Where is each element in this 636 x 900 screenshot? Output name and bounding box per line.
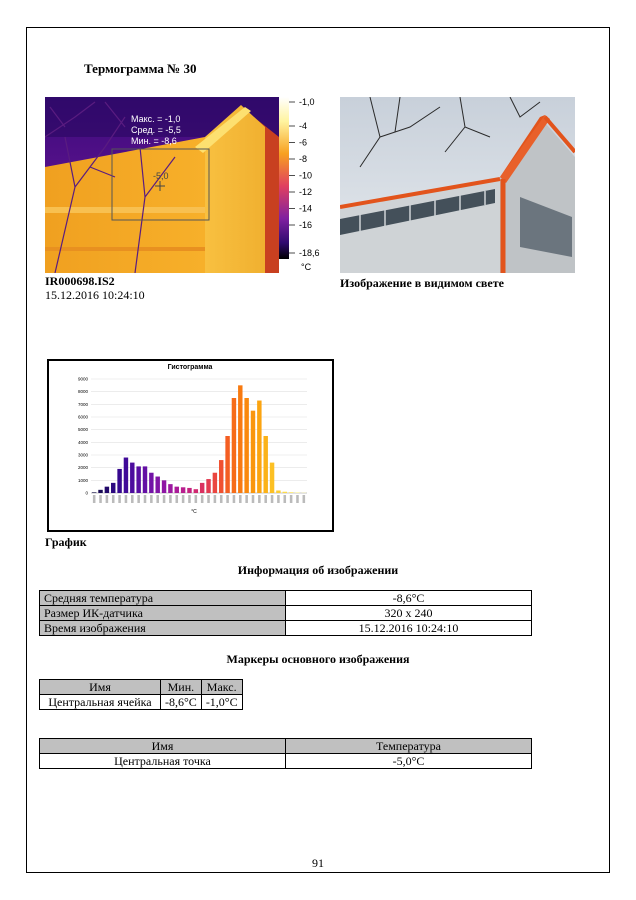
histogram-bar <box>149 473 153 493</box>
column-header: Макс. <box>201 680 242 695</box>
column-header: Мин. <box>161 680 202 695</box>
y-tick-label: 4000 <box>77 439 88 445</box>
histogram-bar <box>283 492 287 493</box>
file-name: IR000698.IS2 <box>45 274 115 288</box>
histogram-bar <box>92 492 96 493</box>
graph-label: График <box>45 535 87 549</box>
x-tick-mark <box>112 495 115 503</box>
y-tick-label: 5000 <box>77 427 88 433</box>
x-tick-mark <box>195 495 198 503</box>
y-tick-label: 2000 <box>77 465 88 471</box>
histogram-bar <box>143 466 147 493</box>
histogram-bar <box>213 473 217 493</box>
x-tick-mark <box>252 495 255 503</box>
info-value: 320 x 240 <box>286 606 532 621</box>
cell: Центральная ячейка <box>40 695 161 710</box>
overlay-avg: Сред. = -5,5 <box>131 125 181 135</box>
column-header: Имя <box>40 739 286 754</box>
histogram-bar <box>162 480 166 493</box>
histogram-bar <box>187 488 191 493</box>
x-tick-mark <box>226 495 229 503</box>
histogram-bar <box>225 436 229 493</box>
table-row <box>40 695 243 710</box>
chart-title: Гистограмма <box>167 364 213 371</box>
histogram-bar <box>232 398 236 493</box>
x-tick-mark <box>258 495 261 503</box>
x-tick-mark <box>156 495 159 503</box>
info-label: Время изображения <box>40 621 286 636</box>
y-tick-label: 9000 <box>77 376 88 382</box>
x-tick-mark <box>290 495 293 503</box>
cell: -8,6°C <box>161 695 202 710</box>
histogram-bar <box>98 490 102 493</box>
histogram-bar <box>181 487 185 493</box>
x-tick-mark <box>144 495 147 503</box>
table-header-row <box>40 739 532 754</box>
histogram-bar <box>117 469 121 493</box>
scale-tick-label: -16 <box>299 220 313 230</box>
x-tick-mark <box>169 495 172 503</box>
x-tick-mark <box>271 495 274 503</box>
histogram-bar <box>130 463 134 493</box>
thermogram-title: Термограмма № 30 <box>84 61 197 76</box>
x-tick-mark <box>207 495 210 503</box>
scale-tick-label: -10 <box>299 170 313 181</box>
table-header-row <box>40 680 243 695</box>
histogram-bar <box>206 479 210 493</box>
histogram-bar <box>244 398 248 493</box>
histogram-bar <box>111 483 115 493</box>
y-tick-label: 8000 <box>77 389 88 395</box>
histogram-bar <box>168 484 172 493</box>
histogram-bar <box>257 401 261 493</box>
x-tick-mark <box>220 495 223 503</box>
scale-tick-label: -12 <box>299 187 313 197</box>
x-tick-mark <box>182 495 185 503</box>
histogram-bar <box>175 487 179 493</box>
info-label: Размер ИК-датчика <box>40 606 286 621</box>
overlay-max: Макс. = -1,0 <box>131 114 181 124</box>
visible-image-label: Изображение в видимом свете <box>340 276 504 290</box>
histogram-bar <box>136 466 140 493</box>
x-tick-mark <box>233 495 236 503</box>
histogram-bar <box>194 489 198 493</box>
x-tick-mark <box>131 495 134 503</box>
histogram-bar <box>295 492 299 493</box>
scale-tick-label: -4 <box>299 121 308 131</box>
point-markers-table <box>39 738 532 769</box>
x-tick-mark <box>163 495 166 503</box>
page-number: 91 <box>312 856 324 870</box>
x-tick-mark <box>188 495 191 503</box>
histogram-bar <box>289 492 293 493</box>
x-tick-mark <box>264 495 267 503</box>
histogram-bar <box>276 490 280 493</box>
scale-tick-label: -14 <box>299 203 313 214</box>
info-value: 15.12.2016 10:24:10 <box>286 621 532 636</box>
histogram-bar <box>155 477 159 493</box>
y-tick-label: 1000 <box>77 477 88 483</box>
histogram-bar <box>238 385 242 493</box>
histogram-bar <box>263 436 267 493</box>
visible-photo <box>340 97 575 273</box>
y-tick-label: 6000 <box>77 414 88 420</box>
scale-tick-label: -6 <box>299 137 308 148</box>
y-tick-label: 0 <box>85 490 88 496</box>
cell: Центральная точка <box>40 754 286 769</box>
y-tick-label: 7000 <box>77 401 88 407</box>
x-tick-mark <box>303 495 306 503</box>
histogram-bar <box>200 483 204 493</box>
table-row <box>40 591 532 606</box>
table-row <box>40 606 532 621</box>
x-tick-mark <box>150 495 153 503</box>
histogram-bar <box>124 458 128 493</box>
x-tick-mark <box>201 495 204 503</box>
info-value: -8,6°C <box>286 591 532 606</box>
scale-unit: °C <box>301 262 312 272</box>
table-row <box>40 621 532 636</box>
x-tick-mark <box>214 495 217 503</box>
histogram-chart <box>47 359 334 532</box>
file-datetime: 15.12.2016 10:24:10 <box>45 288 145 302</box>
scale-tick-label: -1,0 <box>299 97 315 107</box>
center-point-value: -5,0 <box>153 171 169 181</box>
table-row <box>40 754 532 769</box>
scale-tick-label: -18,6 <box>299 248 320 258</box>
x-tick-mark <box>106 495 109 503</box>
info-table <box>39 590 532 636</box>
column-header: Имя <box>40 680 161 695</box>
thermal-image <box>45 97 279 273</box>
x-tick-mark <box>277 495 280 503</box>
temperature-scale <box>279 97 335 273</box>
x-tick-mark <box>239 495 242 503</box>
x-tick-mark <box>125 495 128 503</box>
histogram-bar <box>251 411 255 493</box>
info-label: Средняя температура <box>40 591 286 606</box>
x-tick-mark <box>175 495 178 503</box>
x-tick-mark <box>93 495 96 503</box>
area-markers-table <box>39 679 243 710</box>
x-tick-mark <box>296 495 299 503</box>
cell: -1,0°C <box>201 695 242 710</box>
column-header: Температура <box>286 739 532 754</box>
y-tick-label: 3000 <box>77 452 88 458</box>
x-tick-mark <box>245 495 248 503</box>
histogram-bar <box>270 463 274 493</box>
scale-tick-label: -8 <box>299 154 308 164</box>
cell: -5,0°C <box>286 754 532 769</box>
markers-heading: Маркеры основного изображения <box>226 652 410 666</box>
x-tick-mark <box>283 495 286 503</box>
x-axis-label: °C <box>191 509 197 515</box>
histogram-bar <box>219 460 223 493</box>
x-tick-mark <box>137 495 140 503</box>
x-tick-mark <box>99 495 102 503</box>
x-tick-mark <box>118 495 121 503</box>
info-heading: Информация об изображении <box>237 563 399 577</box>
overlay-min: Мин. = -8,6 <box>131 136 177 146</box>
histogram-bar <box>105 487 109 493</box>
